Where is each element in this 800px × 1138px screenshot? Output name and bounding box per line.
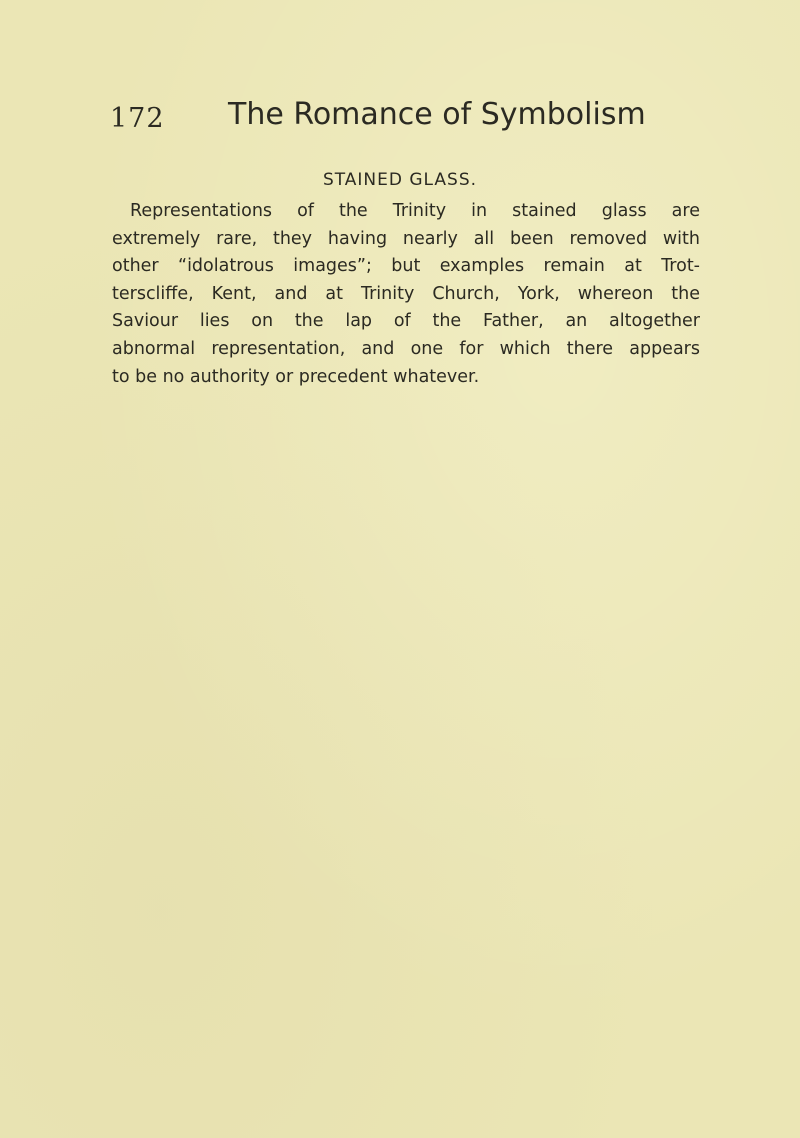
body-paragraph <box>112 198 700 391</box>
paragraph-line: abnormal representation, and one for which there appears <box>112 338 700 359</box>
paragraph-line: Saviour lies on the lap of the Father, an altogether <box>112 311 700 332</box>
section-heading: STAINED GLASS. <box>322 170 478 190</box>
book-title: The Romance of Symbolism <box>228 97 646 132</box>
paragraph-line: extremely rare, they having nearly all been removed with <box>112 228 700 249</box>
paragraph-line: to be no authority or precedent whatever. <box>112 366 480 387</box>
paragraph-line: Representations of the Trinity in stained glass are <box>130 201 700 221</box>
running-head <box>110 97 690 141</box>
page-number: 172 <box>110 103 165 134</box>
paragraph-line: terscliffe, Kent, and at Trinity Church, York, whereon the <box>112 283 700 304</box>
paragraph-line: other “idolatrous images”; but examples remain at Trot- <box>112 256 700 277</box>
